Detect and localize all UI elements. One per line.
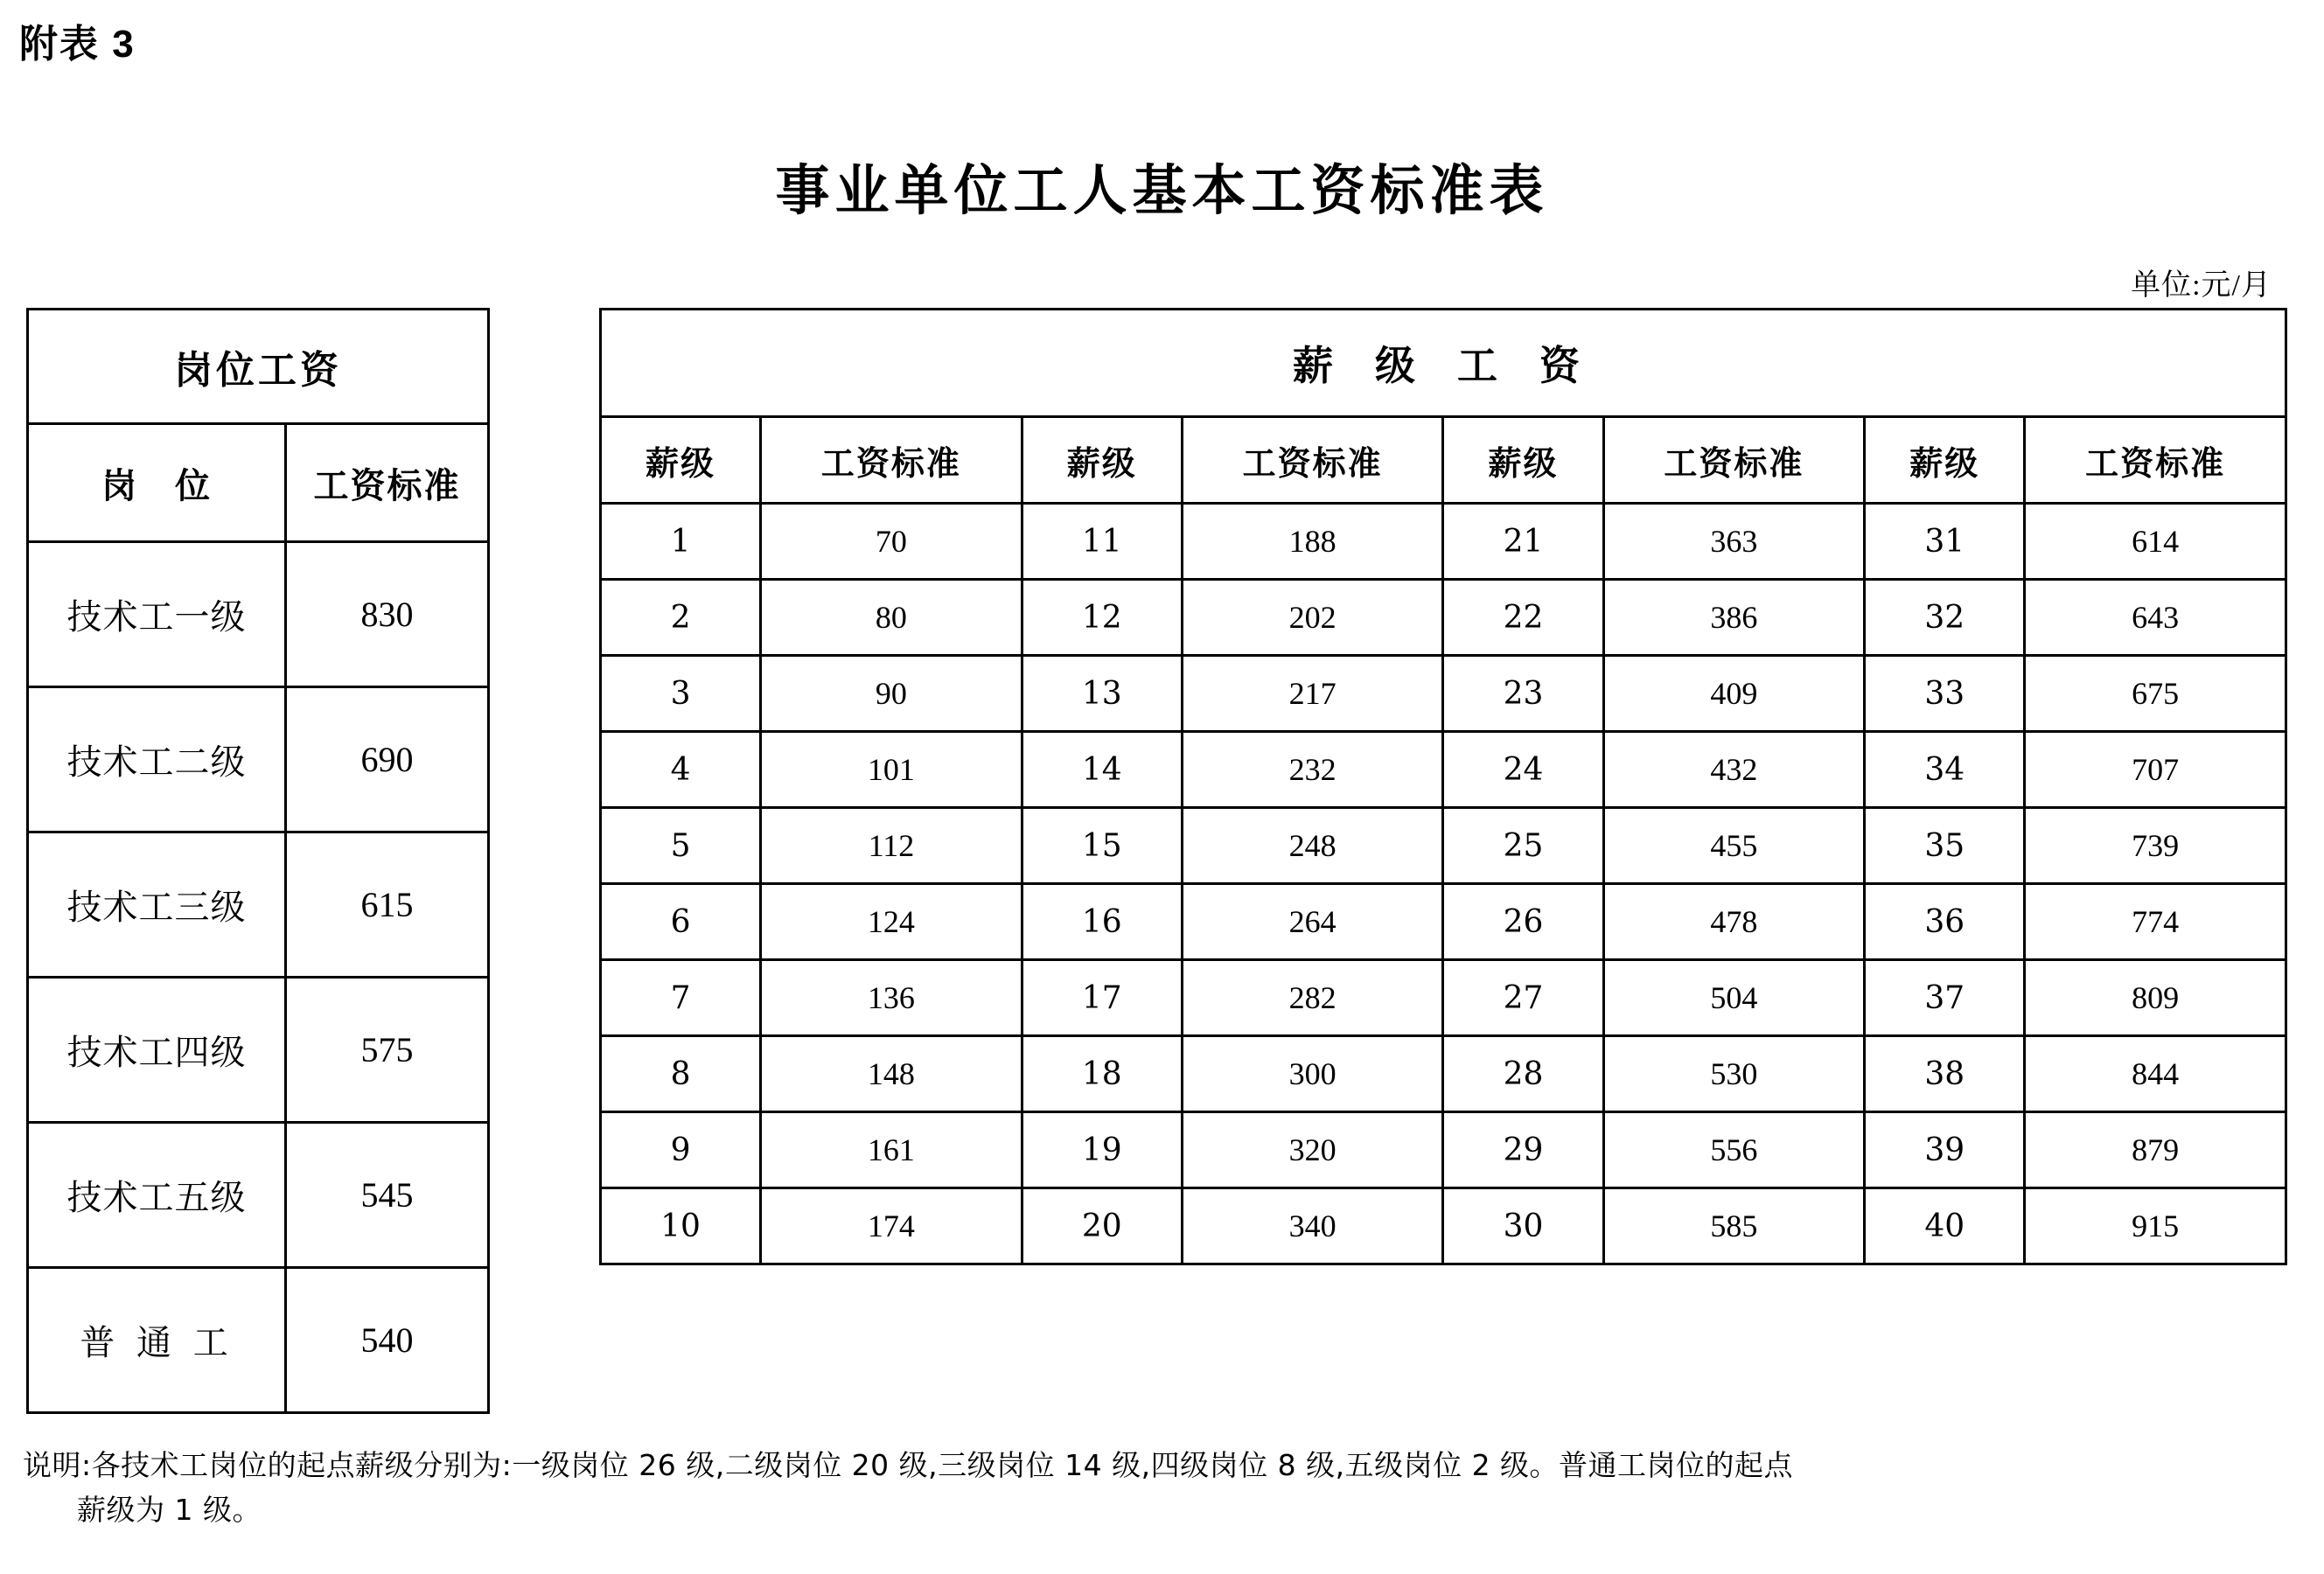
- table-row: [28, 978, 489, 1123]
- wage-value: 282: [1182, 960, 1443, 1036]
- grade-value: 6: [601, 884, 761, 960]
- wage-value: 879: [2025, 1112, 2286, 1188]
- column-header-grade-4: 薪级: [1865, 417, 2025, 504]
- post-wage: 540: [286, 1268, 489, 1413]
- wage-value: 707: [2025, 732, 2286, 808]
- table-row: [28, 310, 489, 424]
- column-header-wage-3: 工资标准: [1603, 417, 1865, 504]
- wage-value: 136: [761, 960, 1022, 1036]
- wage-value: 217: [1182, 656, 1443, 732]
- table-row: [601, 504, 2286, 580]
- column-header-wage-4: 工资标准: [2025, 417, 2286, 504]
- table-row: [28, 542, 489, 687]
- footnote-line-1: 说明:各技术工岗位的起点薪级分别为:一级岗位 26 级,二级岗位 20 级,三级岗位 14 级,四级岗位 8 级,五级岗位 2 级。普通工岗位的起点: [23, 1448, 1794, 1482]
- grade-value: 13: [1022, 656, 1182, 732]
- grade-value: 39: [1865, 1112, 2025, 1188]
- column-header-grade-2: 薪级: [1022, 417, 1182, 504]
- grade-value: 33: [1865, 656, 2025, 732]
- grade-value: 25: [1443, 808, 1603, 884]
- page-title: 事业单位工人基本工资标准表: [775, 158, 1549, 222]
- unit-note: 单位:元/月: [2131, 269, 2272, 302]
- grade-value: 1: [601, 504, 761, 580]
- table-row: [28, 832, 489, 978]
- grade-value: 19: [1022, 1112, 1182, 1188]
- column-header-wage-2: 工资标准: [1182, 417, 1443, 504]
- grade-value: 20: [1022, 1188, 1182, 1264]
- wage-value: 161: [761, 1112, 1022, 1188]
- grade-value: 5: [601, 808, 761, 884]
- wage-value: 432: [1603, 732, 1865, 808]
- grade-value: 3: [601, 656, 761, 732]
- grade-value: 23: [1443, 656, 1603, 732]
- post-wage: 545: [286, 1123, 489, 1268]
- grade-value: 27: [1443, 960, 1603, 1036]
- wage-value: 300: [1182, 1036, 1443, 1112]
- table-row: [601, 732, 2286, 808]
- grade-value: 15: [1022, 808, 1182, 884]
- grade-value: 36: [1865, 884, 2025, 960]
- wage-value: 70: [761, 504, 1022, 580]
- table-row: [28, 424, 489, 542]
- wage-value: 148: [761, 1036, 1022, 1112]
- grade-value: 38: [1865, 1036, 2025, 1112]
- grade-value: 9: [601, 1112, 761, 1188]
- grade-value: 14: [1022, 732, 1182, 808]
- grade-value: 31: [1865, 504, 2025, 580]
- grade-value: 4: [601, 732, 761, 808]
- table-row: [28, 1123, 489, 1268]
- grade-value: 21: [1443, 504, 1603, 580]
- grade-value: 26: [1443, 884, 1603, 960]
- wage-value: 232: [1182, 732, 1443, 808]
- wage-value: 264: [1182, 884, 1443, 960]
- wage-value: 320: [1182, 1112, 1443, 1188]
- grade-value: 2: [601, 580, 761, 656]
- post-wage: 830: [286, 542, 489, 687]
- wage-value: 174: [761, 1188, 1022, 1264]
- grade-value: 32: [1865, 580, 2025, 656]
- wage-value: 643: [2025, 580, 2286, 656]
- column-header-grade-1: 薪级: [601, 417, 761, 504]
- table-row: [601, 656, 2286, 732]
- wage-value: 455: [1603, 808, 1865, 884]
- post-wage: 615: [286, 832, 489, 978]
- table-row: [601, 884, 2286, 960]
- attachment-label: 附表 3: [19, 23, 136, 66]
- salary-table-header: 薪 级 工 资: [601, 310, 2286, 417]
- wage-value: 409: [1603, 656, 1865, 732]
- post-wage-table: [26, 308, 490, 1414]
- wage-value: 614: [2025, 504, 2286, 580]
- table-row: [601, 1036, 2286, 1112]
- table-row: [601, 808, 2286, 884]
- table-row: [601, 417, 2286, 504]
- post-table-header: 岗位工资: [28, 310, 489, 424]
- grade-value: 34: [1865, 732, 2025, 808]
- grade-value: 24: [1443, 732, 1603, 808]
- wage-value: 556: [1603, 1112, 1865, 1188]
- table-row: [601, 1188, 2286, 1264]
- post-column-header-post: 岗 位: [28, 424, 286, 542]
- post-name: 普 通 工: [28, 1268, 286, 1413]
- wage-value: 844: [2025, 1036, 2286, 1112]
- table-row: [601, 960, 2286, 1036]
- wage-value: 739: [2025, 808, 2286, 884]
- grade-value: 8: [601, 1036, 761, 1112]
- wage-value: 112: [761, 808, 1022, 884]
- post-column-header-wage: 工资标准: [286, 424, 489, 542]
- table-row: [601, 310, 2286, 417]
- wage-value: 202: [1182, 580, 1443, 656]
- wage-value: 504: [1603, 960, 1865, 1036]
- column-header-grade-3: 薪级: [1443, 417, 1603, 504]
- wage-value: 340: [1182, 1188, 1443, 1264]
- wage-value: 809: [2025, 960, 2286, 1036]
- grade-value: 7: [601, 960, 761, 1036]
- wage-value: 124: [761, 884, 1022, 960]
- wage-value: 774: [2025, 884, 2286, 960]
- salary-grade-table: [599, 308, 2287, 1265]
- wage-value: 915: [2025, 1188, 2286, 1264]
- wage-value: 363: [1603, 504, 1865, 580]
- post-name: 技术工五级: [28, 1123, 286, 1268]
- wage-value: 90: [761, 656, 1022, 732]
- wage-value: 188: [1182, 504, 1443, 580]
- wage-value: 585: [1603, 1188, 1865, 1264]
- wage-value: 675: [2025, 656, 2286, 732]
- wage-value: 101: [761, 732, 1022, 808]
- table-row: [28, 1268, 489, 1413]
- grade-value: 29: [1443, 1112, 1603, 1188]
- grade-value: 12: [1022, 580, 1182, 656]
- grade-value: 37: [1865, 960, 2025, 1036]
- footnote: [23, 1443, 2297, 1532]
- table-row: [28, 687, 489, 832]
- grade-value: 16: [1022, 884, 1182, 960]
- footnote-line-2: 薪级为 1 级。: [77, 1493, 262, 1528]
- post-name: 技术工二级: [28, 687, 286, 832]
- post-name: 技术工三级: [28, 832, 286, 978]
- wage-value: 478: [1603, 884, 1865, 960]
- post-name: 技术工一级: [28, 542, 286, 687]
- grade-value: 22: [1443, 580, 1603, 656]
- grade-value: 11: [1022, 504, 1182, 580]
- grade-value: 10: [601, 1188, 761, 1264]
- grade-value: 28: [1443, 1036, 1603, 1112]
- wage-value: 386: [1603, 580, 1865, 656]
- grade-value: 35: [1865, 808, 2025, 884]
- wage-value: 530: [1603, 1036, 1865, 1112]
- post-name: 技术工四级: [28, 978, 286, 1123]
- table-row: [601, 1112, 2286, 1188]
- wage-value: 248: [1182, 808, 1443, 884]
- post-wage: 575: [286, 978, 489, 1123]
- grade-value: 18: [1022, 1036, 1182, 1112]
- grade-value: 40: [1865, 1188, 2025, 1264]
- table-row: [601, 580, 2286, 656]
- grade-value: 17: [1022, 960, 1182, 1036]
- column-header-wage-1: 工资标准: [761, 417, 1022, 504]
- wage-value: 80: [761, 580, 1022, 656]
- grade-value: 30: [1443, 1188, 1603, 1264]
- post-wage: 690: [286, 687, 489, 832]
